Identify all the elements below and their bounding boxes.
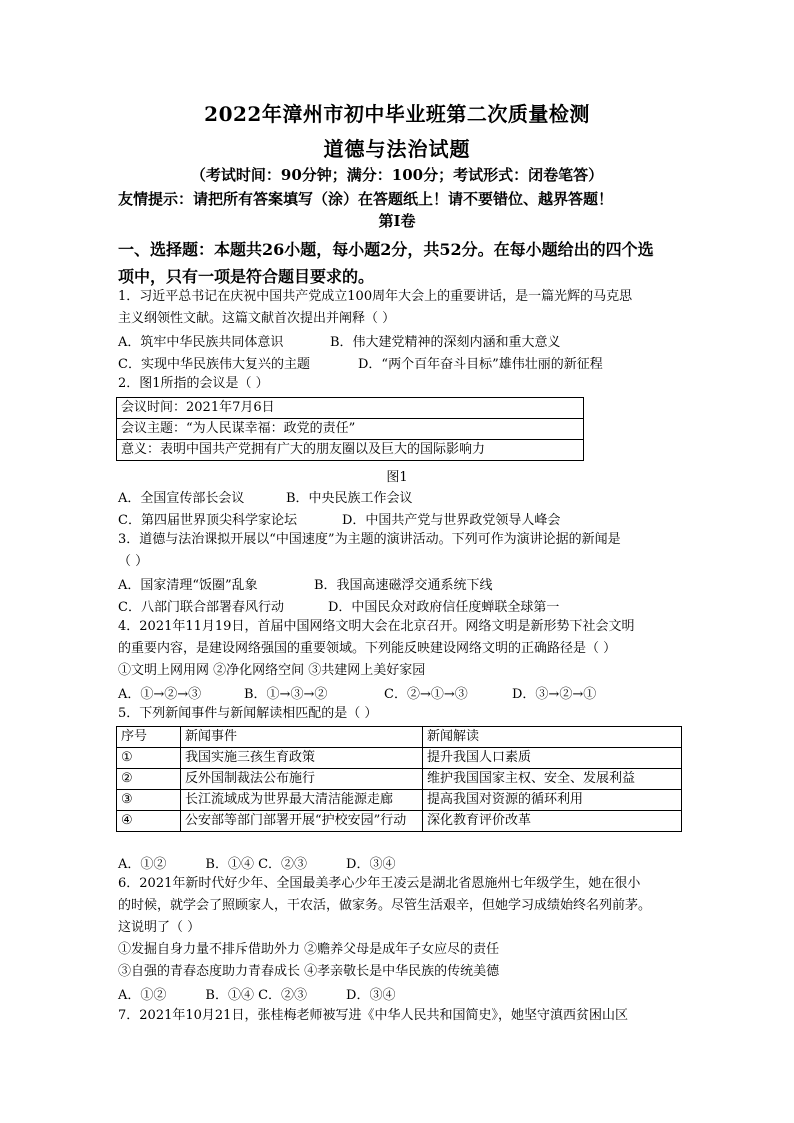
q2-option-a: A．全国宣传部长会议: [118, 491, 245, 506]
q3-option-d: D．中国民众对政府信任度蝉联全球第一: [328, 600, 560, 615]
q6-items-1: ①发掘自身力量不排斥借助外力 ②赡养父母是成年子女应尽的责任: [118, 942, 500, 957]
q3-option-a: A．国家清理“饭圈”乱象: [118, 578, 258, 593]
section-line-1: 一、选择题：本题共26小题，每小题2分，共52分。在每小题给出的四个选: [118, 240, 654, 259]
table-header-cell: 序号: [117, 727, 181, 748]
q1-line-2: 主义纲领性文献。这篇文献首次提出并阐释（ ）: [118, 311, 396, 326]
q6-options: A．①② B．①④ C．②③ D．③④: [118, 988, 396, 1003]
q2-info-table: [116, 397, 584, 461]
table-cell: ③: [117, 790, 181, 811]
q1-option-b: B．伟大建党精神的深刻内涵和重大意义: [330, 335, 561, 350]
table-row: [117, 811, 682, 832]
table-cell: ②: [117, 769, 181, 790]
q4-option-a: A．①→②→③: [118, 687, 202, 702]
table-cell: 我国实施三孩生育政策: [181, 748, 423, 769]
table-cell: ④: [117, 811, 181, 832]
q1-line-1: 1．习近平总书记在庆祝中国共产党成立100周年大会上的重要讲话，是一篇光辉的马克思: [118, 289, 633, 304]
q4-option-d: D．③→②→①: [512, 687, 597, 702]
q1-option-a: A．筑牢中华民族共同体意识: [118, 335, 284, 350]
exam-title: 2022年漳州市初中毕业班第二次质量检测: [204, 102, 590, 126]
q6-items-2: ③自强的青春态度助力青春成长 ④孝亲敬长是中华民族的传统美德: [118, 964, 500, 979]
table-cell: 反外国制裁法公布施行: [181, 769, 423, 790]
q3-line-1: 3．道德与法治课拟开展以“中国速度”为主题的演讲活动。下列可作为演讲论据的新闻是: [118, 532, 621, 547]
q4-line-1: 4．2021年11月19日，首届中国网络文明大会在北京召开。网络文明是新形势下社会文明: [118, 619, 635, 634]
q4-option-c: C．②→①→③: [384, 687, 468, 702]
volume-heading: 第Ⅰ卷: [378, 212, 416, 230]
q2-option-d: D．中国共产党与世界政党领导人峰会: [342, 513, 561, 528]
q2-option-b: B．中央民族工作会议: [286, 491, 413, 506]
table-cell: 深化教育评价改革: [423, 811, 682, 832]
figure-label: 图1: [386, 470, 408, 485]
q4-line-2: 的重要内容，是建设网络强国的重要领域。下列能反映建设网络文明的正确路径是（ ）: [118, 641, 617, 656]
exam-info: （考试时间：90分钟；满分：100分；考试形式：闭卷笔答）: [190, 166, 604, 184]
table-cell: 公安部等部门部署开展“护校安园”行动: [181, 811, 423, 832]
table-cell: ①: [117, 748, 181, 769]
q6-line-1: 6．2021年新时代好少年、全国最美孝心少年王凌云是湖北省恩施州七年级学生，她在很小: [118, 876, 641, 891]
table-header-cell: 新闻解读: [423, 727, 682, 748]
q6-line-2: 的时候，就学会了照顾家人，干农活，做家务。尽管生活艰辛，但她学习成绩始终名列前茅。: [118, 898, 652, 913]
q2-table-row: 会议时间：2021年7月6日: [117, 398, 584, 419]
subject-title: 道德与法治试题: [323, 137, 471, 161]
table-cell: 长江流域成为世界最大清洁能源走廊: [181, 790, 423, 811]
q3-option-c: C．八部门联合部署春风行动: [118, 600, 284, 615]
q2-stem: 2．图1所指的会议是（ ）: [118, 376, 269, 391]
table-header-row: [117, 727, 682, 748]
q1-option-d: D．“两个百年奋斗目标”雄伟壮丽的新征程: [358, 357, 603, 372]
table-row: [117, 790, 682, 811]
q5-news-table: [116, 726, 682, 832]
q5-stem: 5．下列新闻事件与新闻解读相匹配的是（ ）: [118, 706, 378, 721]
q5-options: A．①② B．①④ C．②③ D．③④: [118, 857, 396, 872]
section-heading: [118, 236, 678, 290]
q6-line-3: 这说明了（ ）: [118, 920, 201, 935]
table-cell: 提升我国人口素质: [423, 748, 682, 769]
q4-option-b: B．①→③→②: [244, 687, 328, 702]
table-row: [117, 748, 682, 769]
q3-option-b: B．我国高速磁浮交通系统下线: [314, 578, 493, 593]
q4-items: ①文明上网用网 ②净化网络空间 ③共建网上美好家园: [118, 663, 426, 678]
q2-table-row: 意义：表明中国共产党拥有广大的朋友圈以及巨大的国际影响力: [117, 440, 584, 461]
friendly-tip: 友情提示：请把所有答案填写（涂）在答题纸上！请不要错位、越界答题！: [118, 190, 614, 208]
q1-option-c: C．实现中华民族伟大复兴的主题: [118, 357, 310, 372]
q3-line-2: （ ）: [118, 554, 149, 569]
table-cell: 维护我国国家主权、安全、发展利益: [423, 769, 682, 790]
q2-table-row: 会议主题：“为人民谋幸福：政党的责任”: [117, 419, 584, 440]
table-header-cell: 新闻事件: [181, 727, 423, 748]
q7-line-1: 7．2021年10月21日，张桂梅老师被写进《中华人民共和国简史》，她坚守滇西贫困山区: [118, 1008, 628, 1023]
q2-option-c: C．第四届世界顶尖科学家论坛: [118, 513, 297, 528]
table-cell: 提高我国对资源的循环利用: [423, 790, 682, 811]
table-row: [117, 769, 682, 790]
section-line-2: 项中，只有一项是符合题目要求的。: [118, 267, 375, 286]
